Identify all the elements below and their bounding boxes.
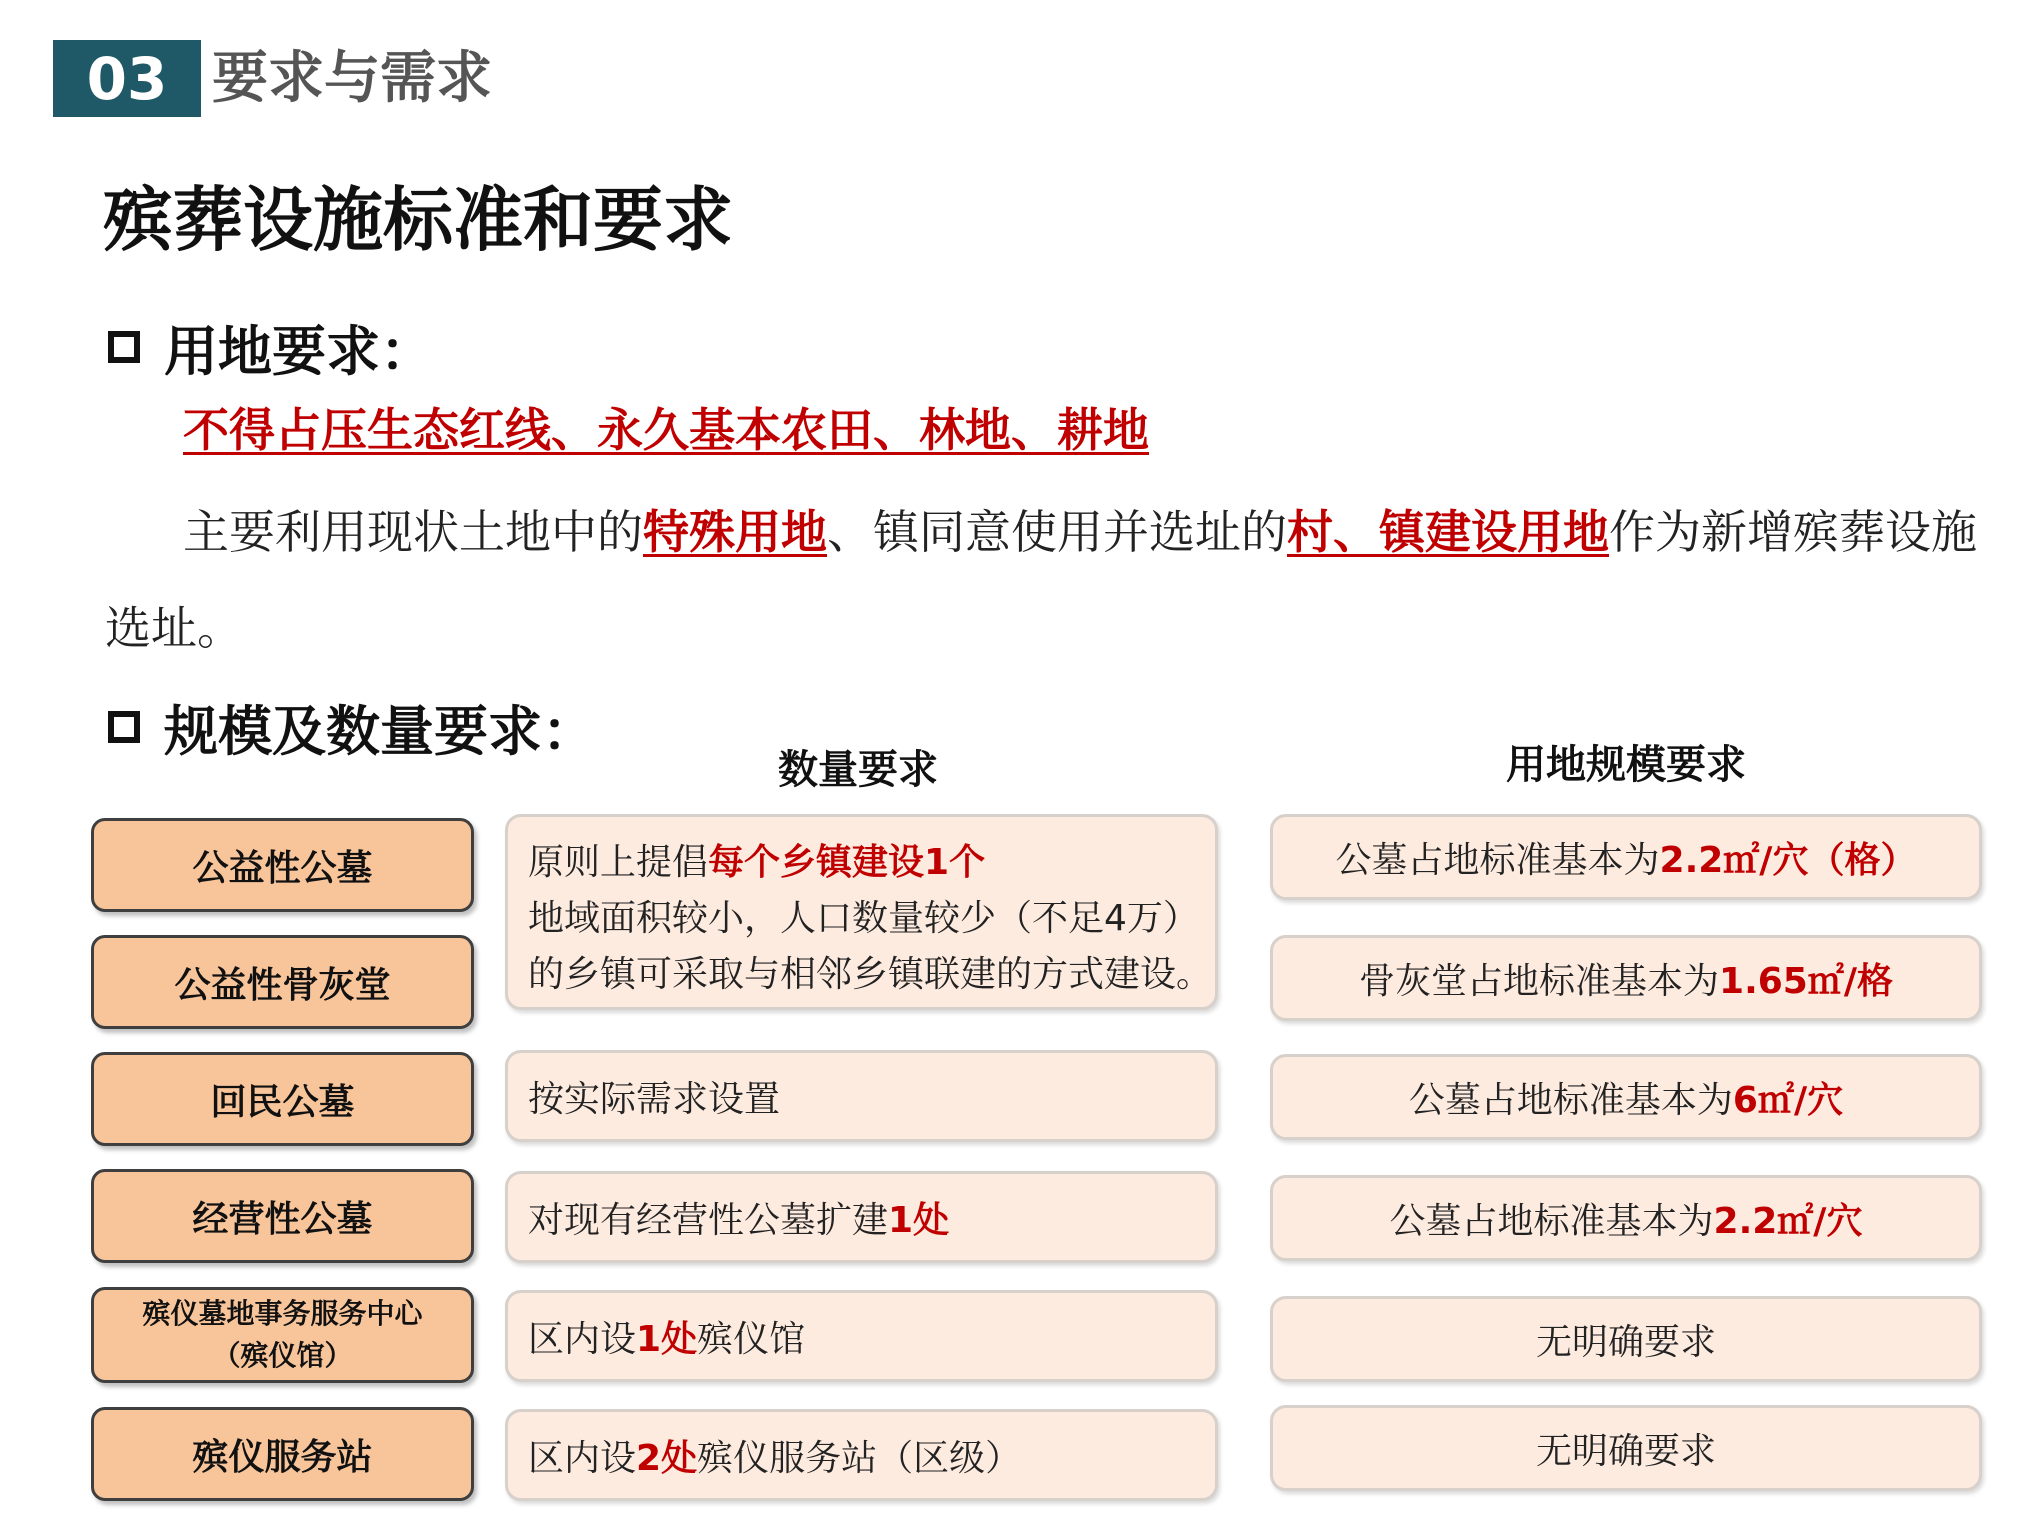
quantity-highlight: 1处	[888, 1199, 950, 1241]
land-standard-value: 1.65㎡/格	[1719, 960, 1893, 1002]
scale-requirements-heading-text: 规模及数量要求：	[164, 699, 596, 763]
type-label-line1: 殡仪墓地事务服务中心	[142, 1297, 423, 1330]
quantity-box-funeral-service-station: 区内设 2处 殡仪服务站（区级）	[505, 1409, 1218, 1501]
para-part3: 作为新增殡葬设施选址。	[105, 505, 1977, 655]
quantity-box-funeral-service-center: 区内设 1处 殡仪馆	[505, 1290, 1218, 1382]
land-standard-value: 2.2㎡/穴	[1713, 1200, 1863, 1242]
checkbox-square-icon	[108, 711, 140, 743]
land-standard-value: 6㎡/穴	[1732, 1079, 1844, 1121]
quantity-box-public-cemetery-columbarium	[505, 814, 1218, 1010]
para-part1: 主要利用现状土地中的	[183, 505, 643, 559]
para-emphasis-construction-land: 村、镇建设用地	[1287, 505, 1609, 559]
page-title: 殡葬设施标准和要求	[103, 179, 733, 261]
section-number-badge: 03	[53, 40, 201, 117]
para-emphasis-special-land: 特殊用地	[643, 505, 827, 559]
land-box-public-columbarium: 骨灰堂占地标准基本为 1.65㎡/格	[1270, 935, 1982, 1021]
type-label-commercial-cemetery: 经营性公墓	[91, 1169, 474, 1263]
type-label-line2: （殡仪馆）	[212, 1339, 353, 1372]
land-requirements-heading	[108, 310, 434, 384]
para-part2: 、镇同意使用并选址的	[827, 505, 1287, 559]
land-box-funeral-service-station: 无明确要求	[1270, 1405, 1982, 1491]
column-header-land-scale: 用地规模要求	[1506, 742, 1746, 788]
quantity-highlight: 1处	[636, 1318, 698, 1360]
quantity-line2: 地域面积较小，人口数量较少（不足4万）	[528, 898, 1199, 939]
type-label-public-columbarium: 公益性骨灰堂	[91, 935, 474, 1029]
type-label-funeral-service-station: 殡仪服务站	[91, 1407, 474, 1501]
quantity-box-muslim-cemetery: 按实际需求设置	[505, 1050, 1218, 1142]
section-title: 要求与需求	[212, 46, 492, 111]
quantity-box-commercial-cemetery: 对现有经营性公墓扩建 1处	[505, 1171, 1218, 1263]
quantity-line3: 的乡镇可采取与相邻乡镇联建的方式建设。	[528, 954, 1213, 995]
column-header-quantity: 数量要求	[778, 747, 938, 793]
prohibited-land-statement: 不得占压生态红线、永久基本农田、林地、耕地	[183, 403, 1149, 457]
quantity-highlight: 2处	[636, 1437, 698, 1479]
type-label-funeral-service-center	[91, 1287, 474, 1383]
quantity-highlight: 每个乡镇建设1个	[708, 842, 986, 883]
land-usage-paragraph	[105, 484, 2020, 676]
land-box-funeral-service-center: 无明确要求	[1270, 1296, 1982, 1382]
checkbox-square-icon	[108, 331, 140, 363]
land-requirements-heading-text: 用地要求：	[164, 319, 434, 383]
type-label-public-cemetery: 公益性公墓	[91, 818, 474, 912]
land-box-public-cemetery: 公墓占地标准基本为 2.2㎡/穴（格）	[1270, 814, 1982, 900]
land-box-commercial-cemetery: 公墓占地标准基本为 2.2㎡/穴	[1270, 1175, 1982, 1261]
land-standard-value: 2.2㎡/穴（格）	[1659, 839, 1917, 881]
type-label-muslim-cemetery: 回民公墓	[91, 1052, 474, 1146]
quantity-line1: 原则上提倡每个乡镇建设1个	[528, 842, 986, 883]
land-box-muslim-cemetery: 公墓占地标准基本为 6㎡/穴	[1270, 1054, 1982, 1140]
